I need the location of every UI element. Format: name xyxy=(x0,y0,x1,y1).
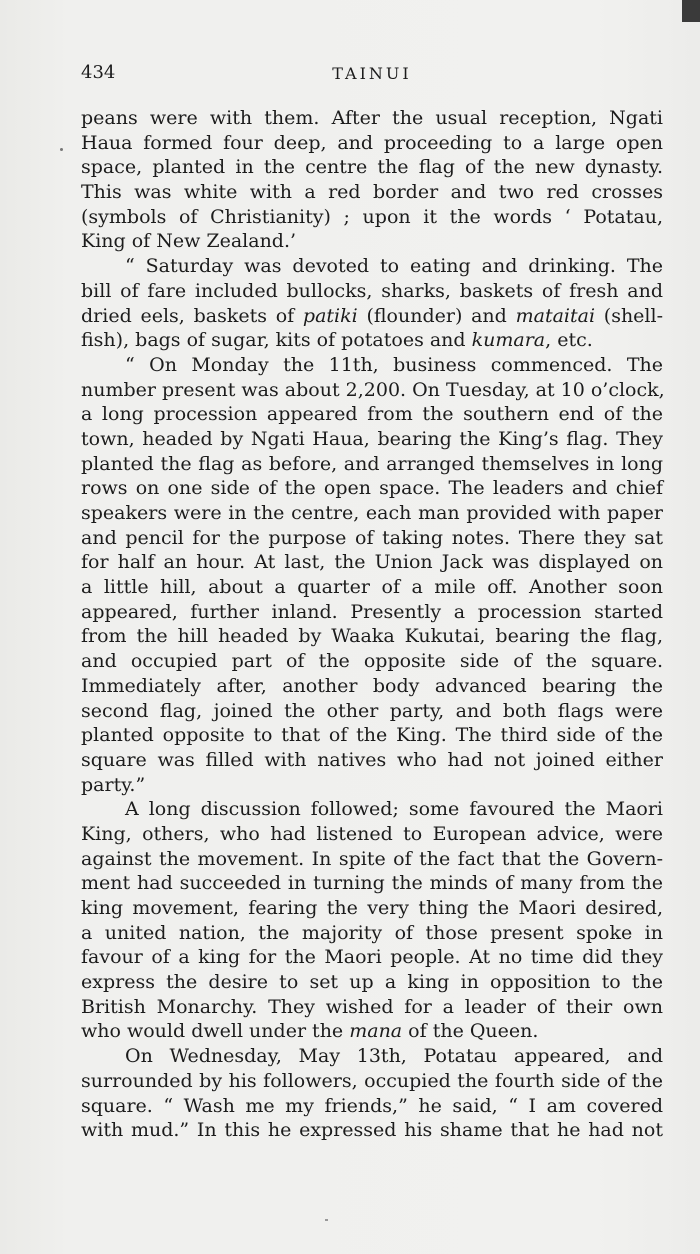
margin-speck xyxy=(325,1219,328,1221)
text-line: surrounded by his followers, occupied the fourth side of the xyxy=(81,1069,663,1092)
text-line: “ On Monday the 11th, business commenced. The xyxy=(125,353,663,376)
running-head: TAINUI xyxy=(332,64,412,83)
text-line: “ Saturday was devoted to eating and drinking. The xyxy=(125,255,663,278)
text-line: appeared, further inland. Presently a procession started xyxy=(81,600,663,623)
text-line: who would dwell under the mana of the Queen. xyxy=(81,1020,539,1043)
text-line: party.” xyxy=(81,773,146,796)
text-line: bill of fare included bullocks, sharks, baskets of fresh and xyxy=(81,279,663,302)
page-number: 434 xyxy=(81,62,116,83)
text-line: a little hill, about a quarter of a mile off. Another soon xyxy=(81,576,663,599)
text-line: a long procession appeared from the southern end of the xyxy=(81,403,663,426)
text-line: planted the flag as before, and arranged themselves in long xyxy=(81,452,663,475)
text-line: planted opposite to that of the King. The third side of the xyxy=(81,724,663,747)
text-line: and occupied part of the opposite side of the square. xyxy=(81,650,663,673)
italic-term: mataitai xyxy=(515,304,596,327)
text-line: a united nation, the majority of those present spoke in xyxy=(81,921,663,944)
text-line: square was filled with natives who had not joined either xyxy=(81,748,663,771)
body-text xyxy=(81,106,663,1143)
text-line: and pencil for the purpose of taking notes. There they sat xyxy=(81,526,663,549)
text-line: against the movement. In spite of the fact that the Govern- xyxy=(81,847,663,870)
text-line: King, others, who had listened to European advice, were xyxy=(81,822,663,845)
text-line: dried eels, baskets of patiki (flounder) and mataitai (shell- xyxy=(81,304,663,327)
text-line: king movement, fearing the very thing the Maori desired, xyxy=(81,897,663,919)
text-line: space, planted in the centre the flag of the new dynasty. xyxy=(81,156,663,179)
margin-speck xyxy=(60,148,63,151)
text-line: A long discussion followed; some favoured the Maori xyxy=(125,798,663,821)
text-line: ment had succeeded in turning the minds of many from the xyxy=(81,872,663,895)
text-line: This was white with a red border and two red crosses xyxy=(81,181,663,204)
page-header xyxy=(81,62,663,88)
text-line: (symbols of Christianity) ; upon it the words ‘ Potatau, xyxy=(81,205,663,228)
text-line: King of New Zealand.’ xyxy=(81,230,297,253)
text-line: from the hill headed by Waaka Kukutai, bearing the flag, xyxy=(81,625,663,648)
text-line: fish), bags of sugar, kits of potatoes and kumara, etc. xyxy=(81,329,593,352)
text-line: Haua formed four deep, and proceeding to a large open xyxy=(81,131,663,154)
text-line: favour of a king for the Maori people. At no time did they xyxy=(81,946,663,969)
page-corner-shadow xyxy=(682,0,700,22)
text-line: town, headed by Ngati Haua, bearing the King’s flag. They xyxy=(81,427,663,450)
text-line: express the desire to set up a king in opposition to the xyxy=(81,971,663,994)
italic-term: kumara xyxy=(471,329,546,352)
text-line: square. “ Wash me my friends,” he said, “ I am covered xyxy=(81,1094,663,1117)
text-line: Immediately after, another body advanced bearing the xyxy=(81,674,663,697)
text-line: number present was about 2,200. On Tuesday, at 10 o’clock, xyxy=(81,378,665,401)
text-line: British Monarchy. They wished for a leader of their own xyxy=(81,995,663,1018)
italic-term: patiki xyxy=(302,304,358,327)
text-line: peans were with them. After the usual reception, Ngati xyxy=(81,107,663,129)
text-line: On Wednesday, May 13th, Potatau appeared, and xyxy=(125,1045,663,1068)
text-line: speakers were in the centre, each man provided with paper xyxy=(81,502,663,524)
text-line: rows on one side of the open space. The leaders and chief xyxy=(81,477,663,500)
text-line: second flag, joined the other party, and both flags were xyxy=(81,699,663,722)
text-line: with mud.” In this he expressed his shame that he had not xyxy=(81,1119,663,1142)
italic-term: mana xyxy=(349,1020,403,1043)
text-line: for half an hour. At last, the Union Jack was displayed on xyxy=(81,551,663,574)
